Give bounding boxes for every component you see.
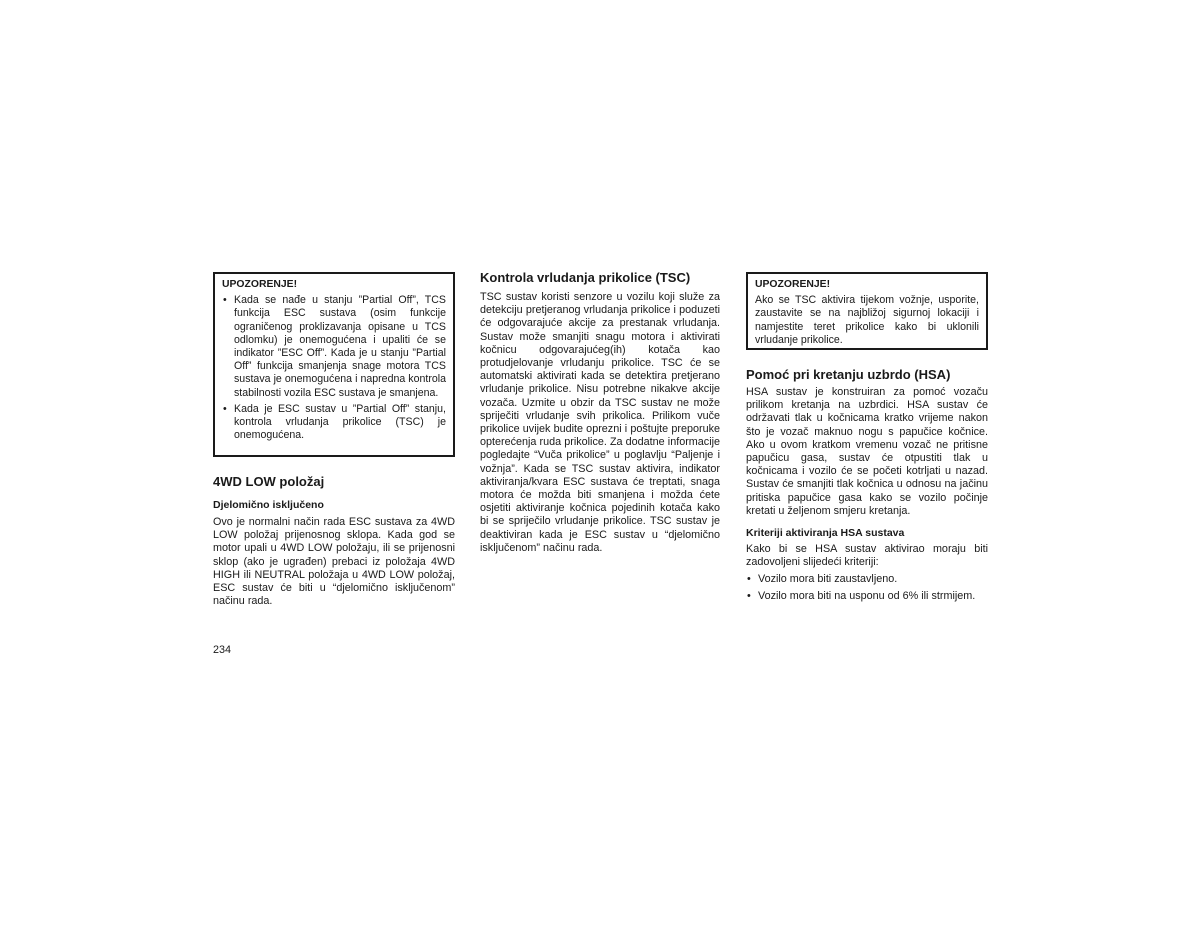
section-heading-tsc: Kontrola vrludanja prikolice (TSC) <box>480 270 691 285</box>
column-middle <box>480 270 720 555</box>
paragraph-tsc: TSC sustav koristi senzore u vozilu koji služe za detekciju pretjeranog vrludanja prikolice i poduzeti će odgovarajuće akcije za prestanak vrludanja. Sustav može smanjiti snagu motora i aktivirati kočnicu odgovarajućeg(ih) kotača kao protudjelovanje vrludanju prikolice. TSC će se automatski aktivirati kada se detektira pretjerano vrludanje prikolice. Nisu potrebne nikakve akcije vozača. Uzmite u obzir da TSC sustav ne može spriječiti vrludanje svih prikolica. Prilikom vuče prikolice uvijek budite oprezni i poštujte preporuke opterećenja ruda prikolice. Za dodatne informacije pogledajte “Vuča prikolice” u poglavlju “Paljenje i vožnja”. Kada se TSC sustav aktivira, indikator aktiviranja/kvara ESC sustava će treptati, snaga motora će možda biti smanjena i možda ćete osjetiti aktiviranje kočnica pojedinih kotača kako bi se spriječilo vrludanje prikolice. TSC sustav je deaktiviran kada je ESC sustav u “djelomično isključenom” načinu rada. <box>480 291 720 554</box>
subheading-partial-off: Djelomično isključeno <box>213 499 324 511</box>
warning-box <box>213 272 455 457</box>
criteria-item: • Vozilo mora biti zaustavljeno. <box>746 573 988 586</box>
column-left <box>213 272 455 608</box>
paragraph-hsa: HSA sustav je konstruiran za pomoć vozaču prilikom kretanja na uzbrdici. HSA sustav će održavati tlak u kočnicama kratko vrijeme nakon što je vozač maknuo nogu s papučice kočnice. Ako u ovom kratkom vremenu vozač ne pritisne papučicu gasa, sustav će otpustiti tlak u kočnicama i vozilo će se početi kotrljati u nazad. Sustav će smanjiti tlak kočnica u odnosu na jačinu pritiska papučice gasa kako se vozilo počinje kretati u željenom smjeru kretanja. <box>746 386 988 517</box>
section-heading-4wd-low: 4WD LOW položaj <box>213 474 325 489</box>
criteria-item: • Vozilo mora biti na usponu od 6% ili strmijem. <box>746 590 988 603</box>
paragraph-4wd-low: Ovo je normalni način rada ESC sustava za 4WD LOW položaj prijenosnog sklopa. Kada god se motor upali u 4WD LOW položaju, ili se prijenosni sklop (ako je ugrađen) prebaci iz položaja 4WD HIGH ili NEUTRAL položaja u 4WD LOW položaj, ESC sustav će biti u “djelomično isključenom” načinu rada. <box>213 516 455 608</box>
warning-title: UPOZORENJE! <box>755 279 831 290</box>
warning-title: UPOZORENJE! <box>222 279 298 290</box>
section-heading-hsa: Pomoć pri kretanju uzbrdo (HSA) <box>746 367 951 382</box>
criteria-list <box>746 573 988 602</box>
page-number: 234 <box>213 644 232 656</box>
paragraph-hsa-criteria: Kako bi se HSA sustav aktivirao moraju biti zadovoljeni slijedeći kriteriji: <box>746 543 988 569</box>
subheading-hsa-criteria: Kriteriji aktiviranja HSA sustava <box>746 527 905 540</box>
warning-box <box>746 272 988 350</box>
column-right <box>746 272 988 606</box>
warning-item: • Kada je ESC sustav u ”Partial Off” stanju, kontrola vrludanja prikolice (TSC) je onemogućena. <box>222 403 446 443</box>
warning-list <box>222 294 446 442</box>
warning-item: • Kada se nađe u stanju ”Partial Off”, TCS funkcija ESC sustava (osim funkcije ograničenog proklizavanja opisane u TCS odlomku) je onemogućena i upaliti će se indikator ”ESC Off”. Kada je u stanju ”Partial Off” funkcija smanjenja snage motora TCS sustava je onemogućena i napredna kontrola stabilnosti vozila ESC sustava je smanjena. <box>222 294 446 400</box>
warning-text: Ako se TSC aktivira tijekom vožnje, usporite, zaustavite se na najbližoj sigurnoj lokaciji i namjestite teret prikolice kako bi uklonili vrludanje prikolice. <box>755 294 979 346</box>
